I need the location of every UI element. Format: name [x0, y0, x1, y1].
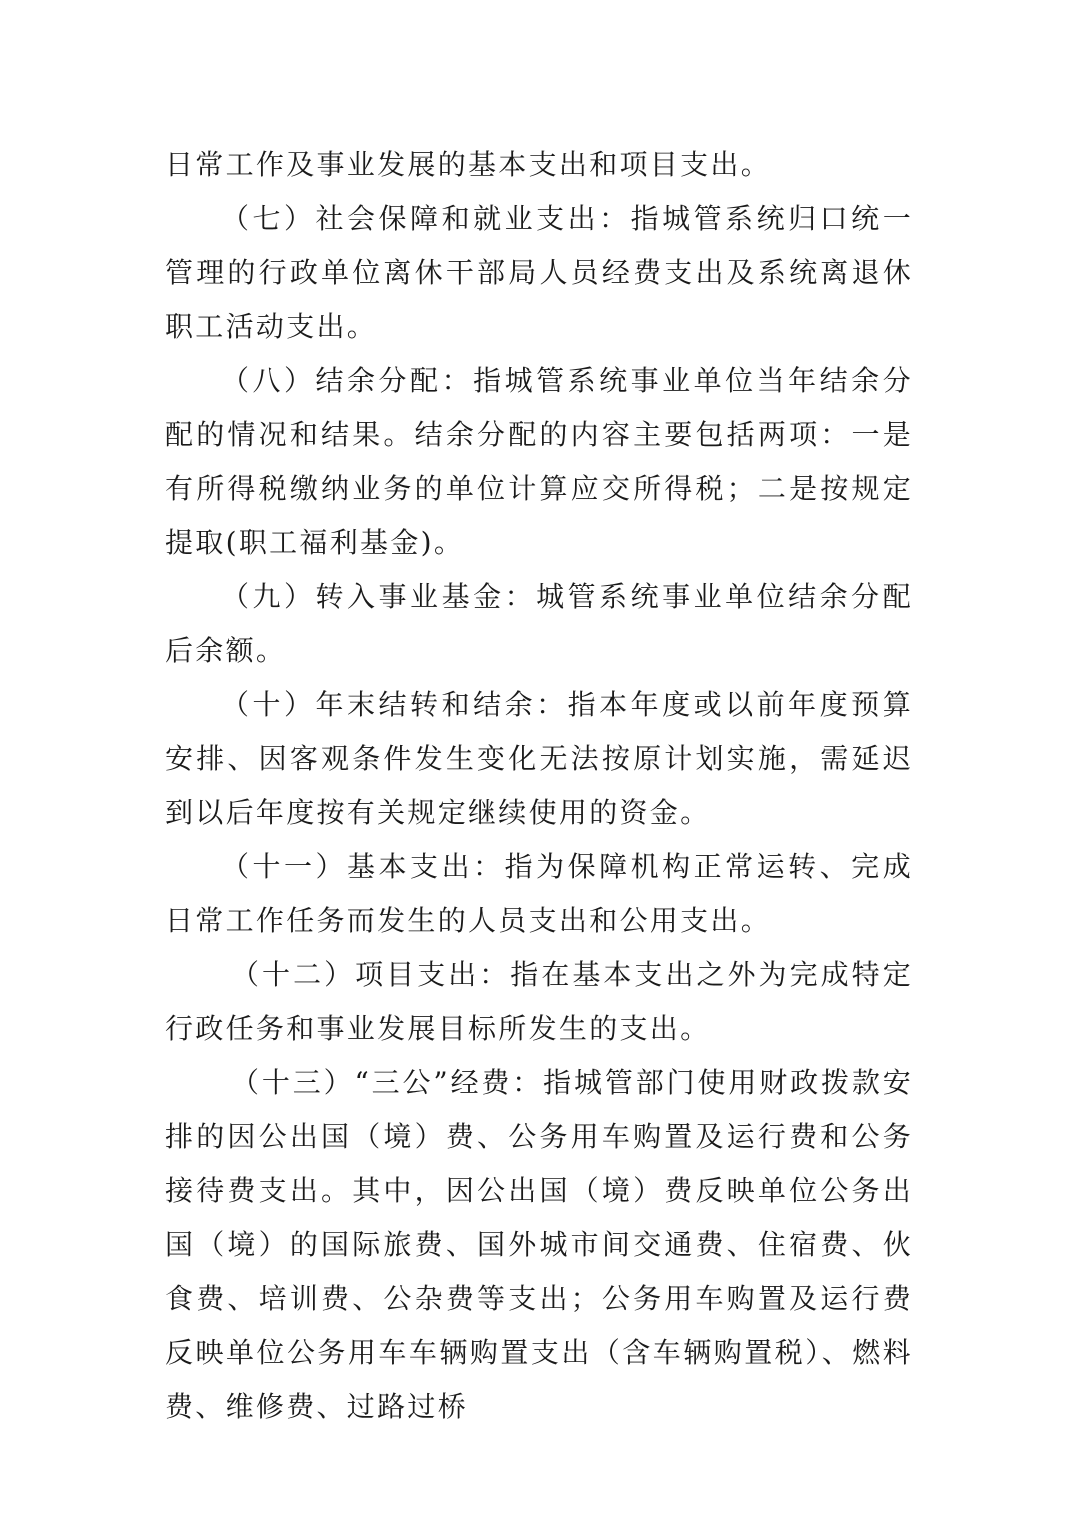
paragraph-continuation: 日常工作及事业发展的基本支出和项目支出。 — [165, 148, 772, 181]
paragraph-section-11: （十一）基本支出：指为保障机构正常运转、完成日常工作任务而发生的人员支出和公用支出。 — [165, 850, 913, 937]
paragraph-section-10: （十）年末结转和结余：指本年度或以前年度预算安排、因客观条件发生变化无法按原计划实施，需延迟到以后年度按有关规定继续使用的资金。 — [165, 688, 913, 829]
document-body — [165, 138, 913, 1434]
paragraph-section-12: （十二）项目支出：指在基本支出之外为完成特定行政任务和事业发展目标所发生的支出。 — [165, 958, 913, 1045]
paragraph-section-8: （八）结余分配：指城管系统事业单位当年结余分配的情况和结果。结余分配的内容主要包括两项：一是有所得税缴纳业务的单位计算应交所得税；二是按规定提取(职工福利基金)。 — [165, 364, 913, 559]
paragraph-section-7: （七）社会保障和就业支出：指城管系统归口统一管理的行政单位离休干部局人员经费支出及系统离退休职工活动支出。 — [165, 202, 913, 343]
paragraph-section-13: （十三）“三公”经费：指城管部门使用财政拨款安排的因公出国（境）费、公务用车购置及运行费和公务接待费支出。其中，因公出国（境）费反映单位公务出国（境）的国际旅费、国外城市间交通费、住宿费、伙食费、培训费、公杂费等支出；公务用车购置及运行费反映单位公务用车车辆购置支出（含车辆购置税）、燃料费、维修费、过路过桥 — [165, 1066, 913, 1423]
paragraph-section-9: （九）转入事业基金：城管系统事业单位结余分配后余额。 — [165, 580, 913, 667]
